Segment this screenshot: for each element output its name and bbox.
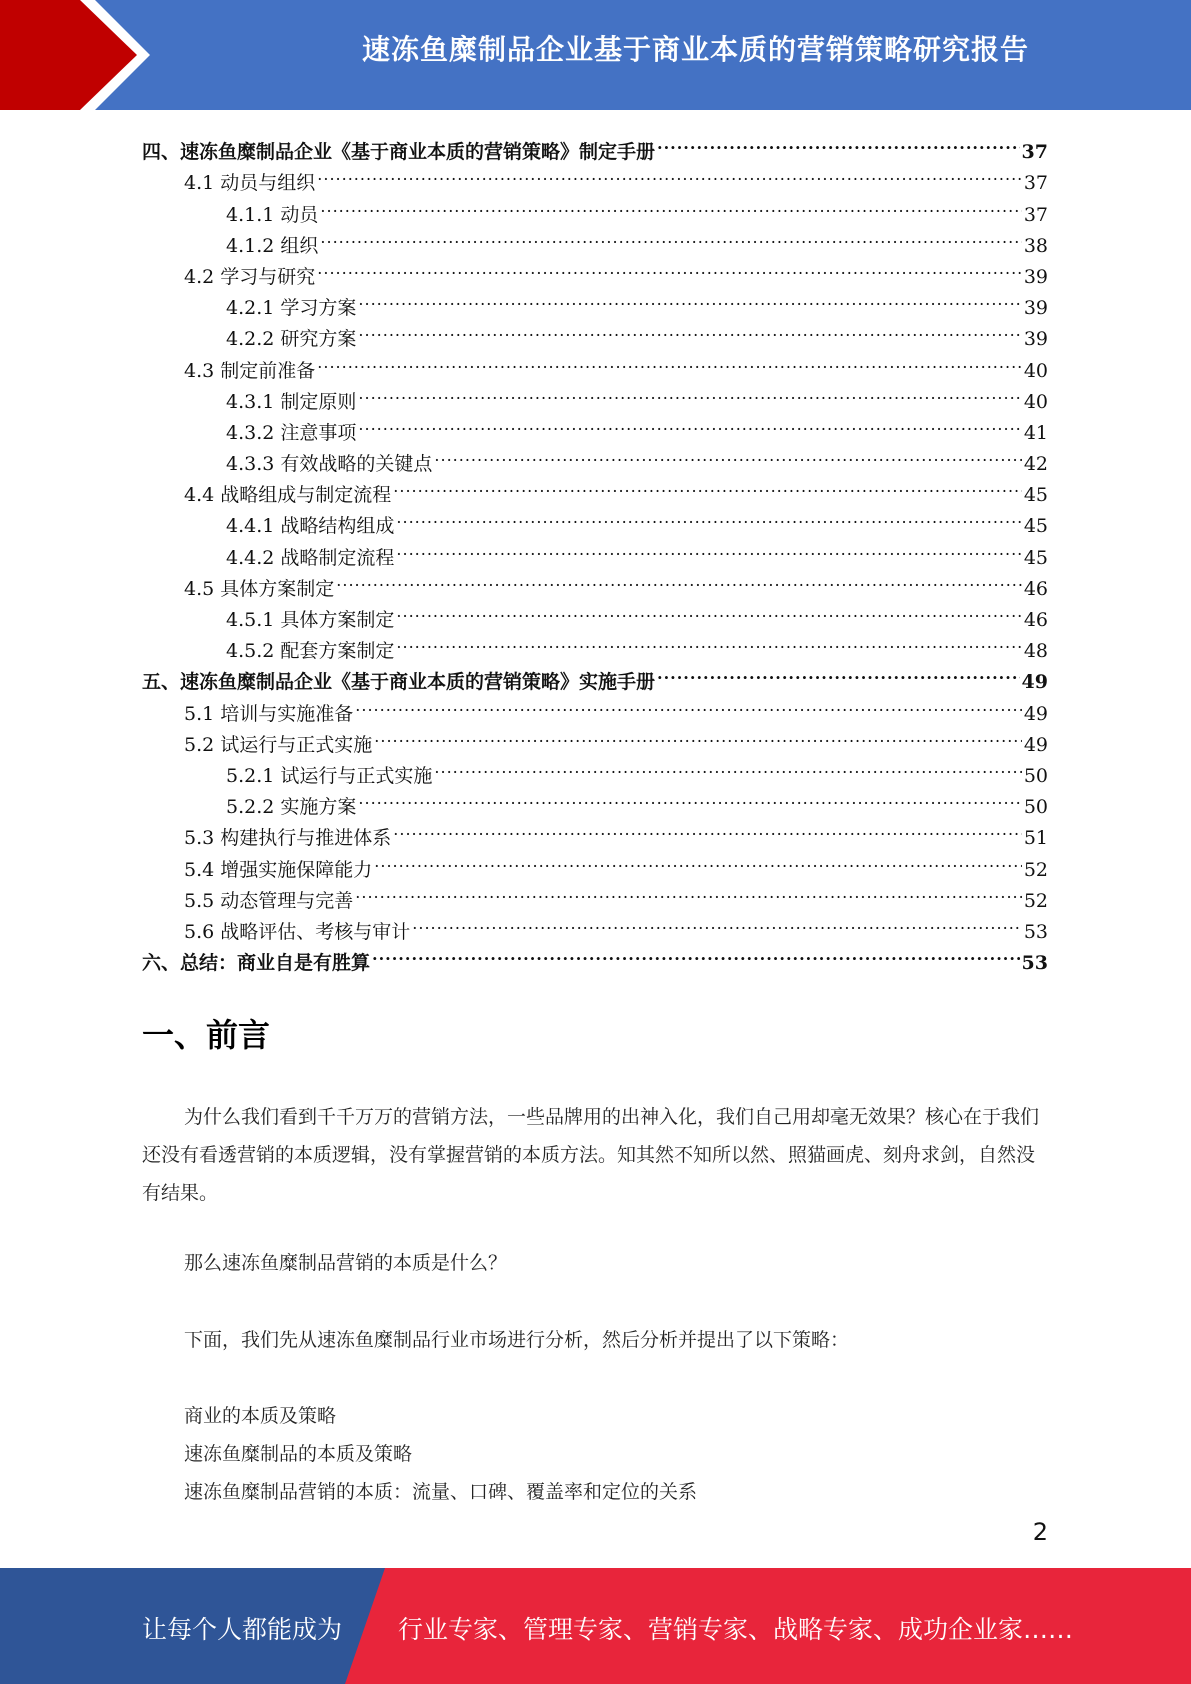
toc-entry-page: 45	[1023, 484, 1048, 507]
list-item: 速冻鱼糜制品营销的本质：流量、口碑、覆盖率和定位的关系	[184, 1481, 698, 1503]
toc-dot-leader	[317, 252, 1022, 283]
list-item: 商业的本质及策略	[184, 1405, 337, 1427]
page-number: 2	[1032, 1518, 1048, 1546]
toc-entry-title: 5.2.2 实施方案	[226, 796, 357, 819]
toc-entry-page: 37	[1023, 203, 1048, 226]
footer-slogan-left: 让每个人都能成为	[142, 1615, 343, 1644]
toc-entry-page: 51	[1023, 827, 1048, 850]
toc-entry-page: 49	[1023, 733, 1048, 756]
toc-dot-leader	[358, 377, 1021, 408]
toc-entry-page: 45	[1023, 546, 1048, 569]
toc-entry-title: 4.3.2 注意事项	[226, 421, 357, 444]
header-banner	[0, 0, 1191, 110]
toc-dot-leader	[657, 127, 1020, 158]
toc-entry-page: 40	[1023, 390, 1048, 413]
toc-entry-title: 4.2.1 学习方案	[226, 297, 357, 320]
toc-dot-leader	[358, 314, 1021, 345]
toc-entry-page: 52	[1023, 889, 1048, 912]
paragraph-text: 为什么我们看到千千万万的营销方法，一些品牌用的出神入化，我们自己用却毫无效果？核心在于我们还没有看透营销的本质逻辑，没有掌握营销的本质方法。知其然不知所以然、照猫画虎、刻舟求剑，自然没有结果。	[142, 1106, 1040, 1204]
toc-dot-leader	[320, 221, 1021, 252]
toc-dot-leader	[317, 158, 1022, 189]
toc-entry-page: 39	[1023, 328, 1048, 351]
toc-entry-title: 4.2.2 研究方案	[226, 328, 357, 351]
toc-dot-leader	[358, 782, 1021, 813]
toc-dot-leader	[317, 345, 1022, 376]
toc-entry-title: 4.1.1 动员	[226, 203, 319, 226]
toc-entry-title: 4.4.1 战略结构组成	[226, 515, 395, 538]
toc-entry-title: 5.1 培训与实施准备	[184, 702, 354, 725]
strategy-list	[142, 1397, 1048, 1511]
footer-banner	[0, 1568, 1191, 1684]
toc-entry-page: 46	[1023, 577, 1048, 600]
toc-entry-page: 46	[1023, 609, 1048, 631]
toc-entry-page: 50	[1023, 796, 1048, 819]
toc-entry-title: 五、速冻鱼糜制品企业《基于商业本质的营销策略》实施手册	[142, 671, 656, 694]
toc-entry-page: 41	[1023, 421, 1048, 444]
list-item: 速冻鱼糜制品的本质及策略	[184, 1443, 413, 1465]
toc-entry-title: 4.1 动员与组织	[184, 172, 316, 195]
toc-entry-page: 42	[1023, 453, 1048, 476]
toc-dot-leader	[396, 532, 1021, 563]
toc-entry-title: 5.3 构建执行与推进体系	[184, 827, 392, 850]
toc-entry-page: 38	[1023, 234, 1048, 257]
toc-entry-title: 4.3 制定前准备	[184, 359, 316, 382]
toc-dot-leader	[372, 938, 1020, 969]
toc-entry-title: 5.2 试运行与正式实施	[184, 733, 373, 756]
toc-entry-page: 50	[1023, 764, 1048, 787]
toc-dot-leader	[434, 751, 1021, 782]
toc-entry-title: 5.2.1 试运行与正式实施	[226, 764, 433, 787]
toc-entry-title: 4.4 战略组成与制定流程	[184, 484, 392, 507]
toc-entry[interactable]	[142, 127, 1048, 164]
toc-dot-leader	[396, 595, 1021, 626]
toc-entry-page: 37	[1023, 172, 1048, 195]
toc-entry-title: 5.5 动态管理与完善	[184, 889, 354, 912]
toc-entry-title: 4.5 具体方案制定	[184, 577, 335, 600]
section-heading: 一、前言	[142, 1016, 271, 1054]
paragraph-text: 那么速冻鱼糜制品营销的本质是什么？	[184, 1252, 508, 1274]
toc-entry-page: 53	[1021, 952, 1048, 975]
toc-dot-leader	[412, 907, 1022, 938]
toc-entry-title: 四、速冻鱼糜制品企业《基于商业本质的营销策略》制定手册	[142, 141, 656, 164]
body-paragraph-1	[142, 1098, 1048, 1212]
toc-dot-leader	[358, 283, 1021, 314]
toc-entry-title: 4.2 学习与研究	[184, 265, 316, 288]
toc-entry-page: 37	[1021, 141, 1048, 164]
body-paragraph-2	[142, 1244, 1048, 1282]
toc-entry-title: 4.5.2 配套方案制定	[226, 640, 395, 663]
toc-entry-title: 4.5.1 具体方案制定	[226, 609, 395, 631]
toc-entry-page: 49	[1021, 671, 1048, 694]
toc-dot-leader	[657, 657, 1020, 688]
header-title: 速冻鱼糜制品企业基于商业本质的营销策略研究报告	[361, 33, 1029, 66]
toc-entry-page: 39	[1023, 297, 1048, 320]
toc-entry-page: 40	[1023, 359, 1048, 382]
toc-dot-leader	[393, 813, 1022, 844]
toc-entry-title: 5.6 战略评估、考核与审计	[184, 920, 411, 943]
toc-dot-leader	[393, 470, 1022, 501]
toc-entry-title: 4.3.3 有效战略的关键点	[226, 453, 433, 476]
toc-entry-page: 45	[1023, 515, 1048, 538]
toc-dot-leader	[434, 439, 1021, 470]
toc-entry-page: 49	[1023, 702, 1048, 725]
toc-dot-leader	[320, 189, 1021, 220]
toc-dot-leader	[396, 626, 1021, 657]
table-of-contents	[142, 127, 1048, 975]
toc-entry-title: 4.1.2 组织	[226, 234, 319, 257]
toc-dot-leader	[358, 408, 1021, 439]
toc-entry-page: 53	[1023, 920, 1048, 943]
toc-dot-leader	[355, 876, 1022, 907]
body-paragraph-3	[142, 1321, 1048, 1359]
toc-entry-title: 5.4 增强实施保障能力	[184, 858, 373, 881]
paragraph-text: 下面，我们先从速冻鱼糜制品行业市场进行分析，然后分析并提出了以下策略：	[184, 1329, 850, 1351]
toc-dot-leader	[355, 688, 1022, 719]
toc-entry-title: 4.3.1 制定原则	[226, 390, 357, 413]
toc-dot-leader	[396, 501, 1021, 532]
toc-entry-title: 4.4.2 战略制定流程	[226, 546, 395, 569]
toc-entry-title: 六、总结：商业自是有胜算	[142, 952, 371, 975]
footer-slogan-right: 行业专家、管理专家、营销专家、战略专家、成功企业家……	[398, 1615, 1074, 1644]
toc-dot-leader	[374, 720, 1022, 751]
toc-entry-page: 52	[1023, 858, 1048, 881]
toc-entry-page: 48	[1023, 640, 1048, 663]
toc-dot-leader	[336, 564, 1022, 595]
toc-dot-leader	[374, 844, 1022, 875]
toc-entry-page: 39	[1023, 265, 1048, 288]
